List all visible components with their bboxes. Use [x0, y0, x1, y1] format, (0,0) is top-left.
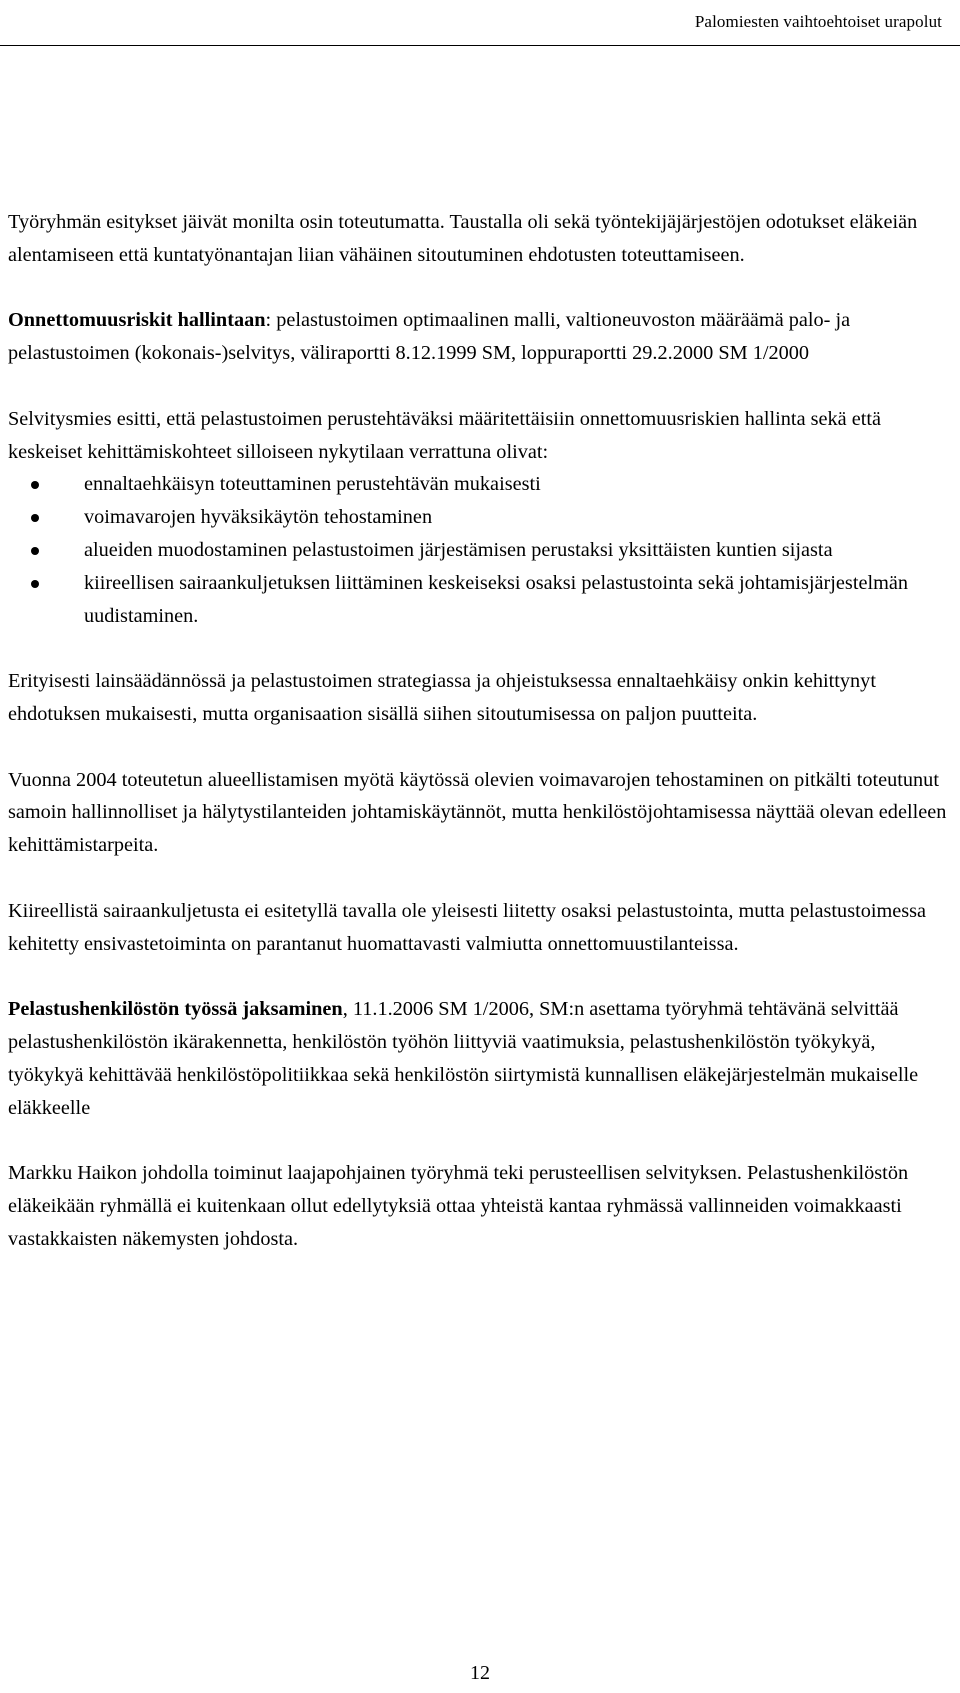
list-item [8, 534, 954, 567]
list-item-text: voimavarojen hyväksikäytön tehostaminen [84, 506, 433, 529]
bullet-icon [31, 547, 39, 555]
running-header-title: Palomiesten vaihtoehtoiset urapolut [694, 12, 942, 31]
bullet-icon [31, 580, 39, 588]
list-item-text: alueiden muodostaminen pelastustoimen järjestämisen perustaksi yksittäisten kuntien sijasta [84, 538, 833, 561]
report-details-personnel-wellbeing: , 11.1.2006 SM 1/2006, SM:n asettama työryhmä tehtävänä selvittää pelastushenkilöstön ikärakennetta, henkilöstön työhön liittyviä vaatimuksia, pelastushenkilöstön työkykyä, työkykyä kehittävää henkilöstöpolitiikkaa sekä henkilöstön siirtymistä kunnallisen eläkejärjestelmän mukaiselle eläkkeelle [8, 998, 919, 1119]
list-item [8, 501, 954, 534]
list-item [8, 567, 954, 633]
list-item-text: ennaltaehkäisyn toteuttaminen perustehtävän mukaisesti [84, 473, 541, 496]
page-header [0, 0, 960, 46]
page-number: 12 [470, 1662, 490, 1684]
paragraph-prevention-legislation: Erityisesti lainsäädännössä ja pelastustoimen strategiassa ja ohjeistuksessa ennaltaehkäisy onkin kehittynyt ehdotuksen mukaisesti, mutta organisaation sisällä siihen sitoutumisessa on paljon puutteita. [8, 670, 876, 725]
paragraph-risk-management-report [8, 304, 954, 370]
bullet-icon [31, 481, 39, 489]
paragraph-regionalisation-2004: Vuonna 2004 toteutetun alueellistamisen myötä käytössä olevien voimavarojen tehostaminen on pitkälti toteutunut samoin hallinnolliset ja hälytystilanteiden johtamiskäytännöt, mutta henkilöstöjohtamisessa näyttää olevan edelleen kehittämistarpeita. [8, 768, 947, 857]
report-title-personnel-wellbeing: Pelastushenkilöstön työssä jaksaminen [8, 998, 343, 1021]
report-details-risk-management: : pelastustoimen optimaalinen malli, valtioneuvoston määräämä palo- ja pelastustoimen (kokonais-)selvitys, väliraportti 8.12.1999 SM, loppuraportti 29.2.2000 SM 1/2000 [8, 309, 851, 365]
document-body [8, 206, 954, 1288]
paragraph-investigator-findings: Selvitysmies esitti, että pelastustoimen perustehtäväksi määritettäisiin onnettomuusriskien hallinta sekä että keskeiset kehittämiskohteet silloiseen nykytilaan verrattuna olivat: [8, 407, 882, 463]
paragraph-ambulance-integration: Kiireellistä sairaankuljetusta ei esitetyllä tavalla ole yleisesti liitetty osaksi pelastustointa, mutta pelastustoimessa kehitetty ensivastetoiminta on parantanut huomattavasti valmiutta onnettomuustilanteissa. [8, 899, 927, 955]
list-item-text: kiireellisen sairaankuljetuksen liittäminen keskeiseksi osaksi pelastustointa sekä johtamisjärjestelmän uudistaminen. [84, 571, 909, 627]
paragraph-personnel-wellbeing-report [8, 993, 954, 1124]
list-item [8, 468, 954, 501]
paragraph-haikko-working-group: Markku Haikon johdolla toiminut laajapohjainen työryhmä teki perusteellisen selvityksen. Pelastushenkilöstön eläkeikään ryhmällä ei kuitenkaan ollut edellytyksiä ottaa yhteistä kantaa ryhmässä vallinneiden voimakkaasti vastakkaisten näkemysten johdosta. [8, 1162, 909, 1250]
bullet-icon [31, 514, 39, 522]
paragraph-working-group-outcome: Työryhmän esitykset jäivät monilta osin toteutumatta. Taustalla oli sekä työntekijäjärjestöjen odotukset eläkeiän alentamiseen että kuntatyönantajan liian vähäinen sitoutuminen ehdotusten toteuttamiseen. [8, 211, 918, 266]
report-title-risk-management: Onnettomuusriskit hallintaan [8, 309, 266, 332]
development-targets-list [8, 468, 954, 632]
